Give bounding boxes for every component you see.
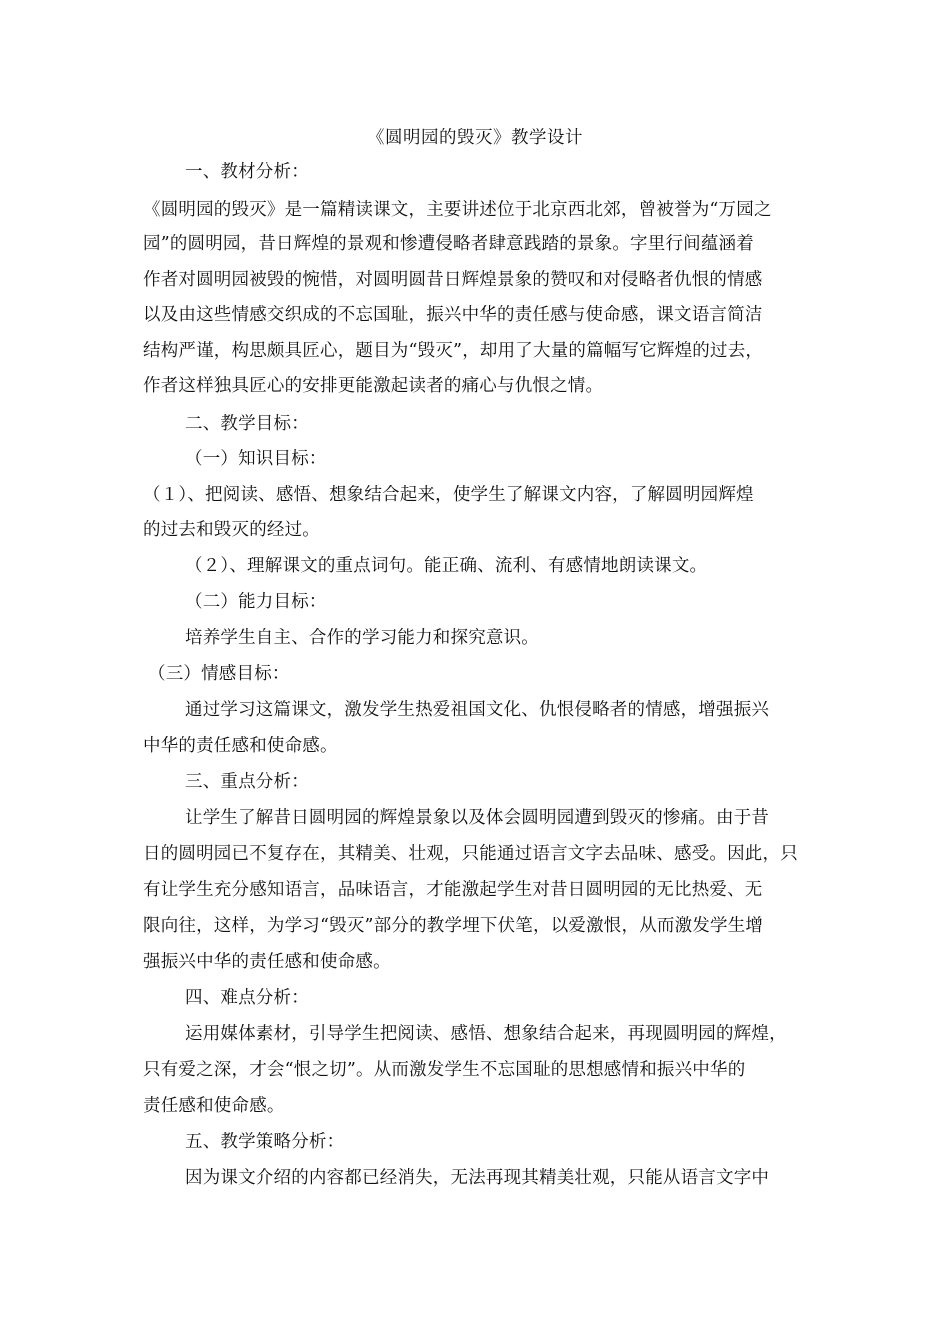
- paragraph-line: 通过学习这篇课文，激发学生热爱祖国文化、仇恨侵略者的情感，增强振兴: [185, 700, 770, 720]
- paragraph-line: 限向往，这样，为学习“毁灭”部分的教学埋下伏笔，以爱激恨，从而激发学生增: [143, 916, 764, 936]
- section-heading-teaching-objectives: 二、教学目标：: [185, 414, 309, 434]
- paragraph-line: 日的圆明园已不复存在，其精美、壮观，只能通过语言文字去品味、感受。因此，只: [143, 844, 798, 864]
- paragraph-line: 培养学生自主、合作的学习能力和探究意识。: [185, 628, 539, 648]
- paragraph-line: 园”的圆明园，昔日辉煌的景观和惨遭侵略者肆意践踏的景象。字里行间蕴涵着: [143, 234, 754, 254]
- paragraph-line: （１）、把阅读、感悟、想象结合起来，使学生了解课文内容，了解圆明园辉煌: [143, 485, 754, 505]
- paragraph-line: 作者这样独具匠心的安排更能激起读者的痛心与仇恨之情。: [143, 376, 604, 396]
- subheading-ability-objectives: （二）能力目标：: [185, 592, 327, 612]
- document-title: 《圆明园的毁灭》教学设计: [367, 128, 583, 148]
- paragraph-line: 让学生了解昔日圆明园的辉煌景象以及体会圆明园遭到毁灭的惨痛。由于昔: [185, 808, 770, 828]
- paragraph-line: 结构严谨，构思颇具匠心，题目为“毁灭”，却用了大量的篇幅写它辉煌的过去，: [143, 341, 764, 361]
- paragraph-line: （２）、理解课文的重点词句。能正确、流利、有感情地朗读课文。: [185, 556, 708, 576]
- paragraph-line: 作者对圆明园被毁的惋惜，对圆明圆昔日辉煌景象的赞叹和对侵略者仇恨的情感: [143, 270, 763, 290]
- paragraph-line: 的过去和毁灭的经过。: [143, 520, 320, 540]
- section-heading-textbook-analysis: 一、教材分析：: [185, 162, 309, 182]
- section-heading-teaching-strategy: 五、教学策略分析：: [185, 1132, 345, 1152]
- section-heading-key-points: 三、重点分析：: [185, 772, 309, 792]
- paragraph-line: 因为课文介绍的内容都已经消失，无法再现其精美壮观，只能从语言文字中: [185, 1168, 770, 1188]
- paragraph-line: 责任感和使命感。: [143, 1096, 285, 1116]
- subheading-knowledge-objectives: （一）知识目标：: [185, 449, 327, 469]
- paragraph-line: 强振兴中华的责任感和使命感。: [143, 952, 391, 972]
- paragraph-line: 《圆明园的毁灭》是一篇精读课文，主要讲述位于北京西北郊，曾被誉为“万园之: [143, 200, 772, 220]
- paragraph-line: 运用媒体素材，引导学生把阅读、感悟、想象结合起来，再现圆明园的辉煌，: [185, 1024, 787, 1044]
- section-heading-difficult-points: 四、难点分析：: [185, 988, 309, 1008]
- paragraph-line: 只有爱之深，才会“恨之切”。从而激发学生不忘国耻的思想感情和振兴中华的: [143, 1060, 746, 1080]
- subheading-emotion-objectives: （三）情感目标：: [148, 664, 290, 684]
- paragraph-line: 有让学生充分感知语言，品味语言，才能激起学生对昔日圆明园的无比热爱、无: [143, 880, 763, 900]
- paragraph-line: 中华的责任感和使命感。: [143, 736, 338, 756]
- paragraph-line: 以及由这些情感交织成的不忘国耻，振兴中华的责任感与使命感，课文语言简洁: [143, 305, 763, 325]
